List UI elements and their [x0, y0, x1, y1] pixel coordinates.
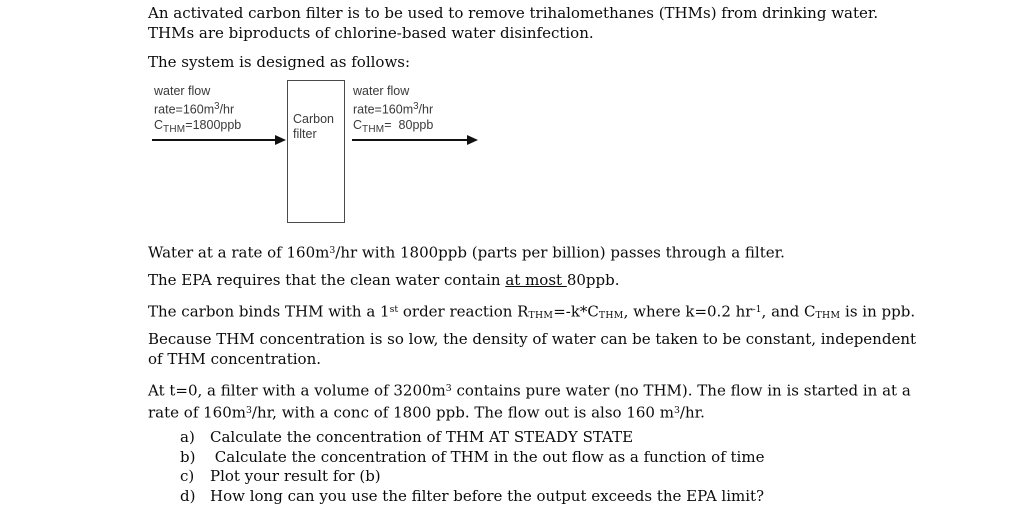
text-segment: , where k=0.2 hr: [623, 302, 753, 321]
text-segment: At t=0, a filter with a volume of 3200m: [148, 381, 446, 400]
question-item: [180, 487, 920, 507]
outlet-label-line2: [353, 99, 433, 117]
text-segment: /hr.: [679, 403, 705, 422]
outlet-arrowhead-icon: [467, 135, 478, 145]
text-segment: 3: [329, 245, 336, 256]
question-label: b): [180, 447, 196, 466]
text-segment: /hr: [219, 102, 235, 117]
outlet-flow-label: [353, 83, 433, 138]
text-segment: order reaction R: [398, 302, 529, 321]
outlet-label-line3: [353, 117, 433, 138]
text-segment: C: [154, 118, 164, 133]
text-segment: is in ppb.: [840, 302, 916, 321]
questions-list: [180, 428, 920, 506]
intro-paragraph: [148, 4, 948, 43]
text-segment: of THM concentration.: [148, 349, 322, 368]
inlet-label-line1: [154, 83, 241, 99]
flow-description-paragraph: [148, 241, 948, 263]
system-design-line: [148, 53, 948, 73]
text-segment: -1: [752, 304, 762, 315]
question-text: Calculate the concentration of THM AT STEADY STATE: [210, 428, 634, 446]
text-segment: The carbon binds THM with a 1: [148, 302, 390, 321]
question-item: [180, 448, 920, 468]
question-text: Plot your result for (b): [210, 467, 381, 485]
filter-box-label-line2: filter: [293, 127, 317, 141]
outlet-flow-arrow: [352, 139, 468, 141]
question-text: Calculate the concentration of THM in the out flow as a function of time: [210, 447, 765, 466]
text-segment: 3: [246, 405, 252, 417]
text-segment: st: [389, 304, 399, 315]
text-segment: THM: [528, 309, 554, 321]
text-segment: at most: [505, 271, 567, 289]
flow-diagram: [152, 80, 492, 226]
text-segment: =1800ppb: [185, 118, 242, 133]
text-segment: THMs are biproducts of chlorine-based water disinfection.: [148, 23, 594, 42]
text-segment: = 80ppb: [384, 118, 434, 133]
text-segment: THM: [815, 309, 841, 321]
outlet-label-line1: [353, 83, 433, 99]
text-segment: contains pure water (no THM). The flow in is started in at a: [451, 381, 911, 400]
text-segment: 3: [413, 101, 419, 112]
inlet-flow-arrow: [152, 139, 276, 141]
text-segment: /hr with 1800ppb (parts per billion) passes through a filter.: [335, 243, 785, 262]
text-segment: rate=160m: [353, 102, 414, 117]
carbon-filter-box: [287, 80, 345, 223]
text-segment: Because THM concentration is so low, the density of water can be taken to be constant, independent: [148, 330, 917, 348]
text-segment: /hr, with a conc of 1800 ppb. The flow out is also 160 m: [251, 403, 674, 422]
density-paragraph: [148, 330, 948, 369]
text-segment: THM: [362, 124, 385, 136]
text-segment: rate of 160m: [148, 403, 246, 422]
question-item: [180, 467, 920, 487]
text-segment: =-k*C: [553, 302, 599, 321]
inlet-label-line3: [154, 117, 241, 138]
text-segment: 3: [673, 405, 680, 417]
question-label: c): [180, 467, 195, 485]
text-segment: THM: [163, 124, 186, 136]
text-segment: 80ppb.: [566, 271, 620, 289]
reaction-paragraph: [148, 300, 948, 325]
question-label: d): [180, 486, 196, 505]
text-segment: rate=160m: [154, 102, 215, 117]
text-segment: Water at a rate of 160m: [148, 243, 330, 262]
text-segment: /hr: [418, 102, 434, 117]
text-segment: THM: [598, 309, 624, 321]
text-segment: water flow: [353, 84, 410, 98]
epa-requirement-paragraph: [148, 271, 948, 291]
question-item: [180, 428, 920, 448]
inlet-flow-label: [154, 83, 241, 138]
text-segment: The system is designed as follows:: [148, 53, 411, 71]
inlet-arrowhead-icon: [275, 135, 286, 145]
text-segment: The EPA requires that the clean water contain: [148, 271, 506, 289]
text-segment: An activated carbon filter is to be used to remove trihalomethanes (THMs) from drinking water.: [148, 4, 879, 22]
question-label: a): [180, 428, 195, 446]
text-segment: 3: [214, 101, 220, 112]
initial-conditions-paragraph: [148, 379, 948, 423]
question-text: How long can you use the filter before the output exceeds the EPA limit?: [210, 486, 765, 505]
filter-box-label-line1: Carbon: [293, 112, 334, 126]
text-segment: 3: [445, 383, 452, 394]
text-segment: C: [353, 118, 363, 133]
inlet-label-line2: [154, 99, 241, 117]
text-segment: water flow: [154, 84, 211, 98]
text-segment: , and C: [761, 302, 816, 321]
